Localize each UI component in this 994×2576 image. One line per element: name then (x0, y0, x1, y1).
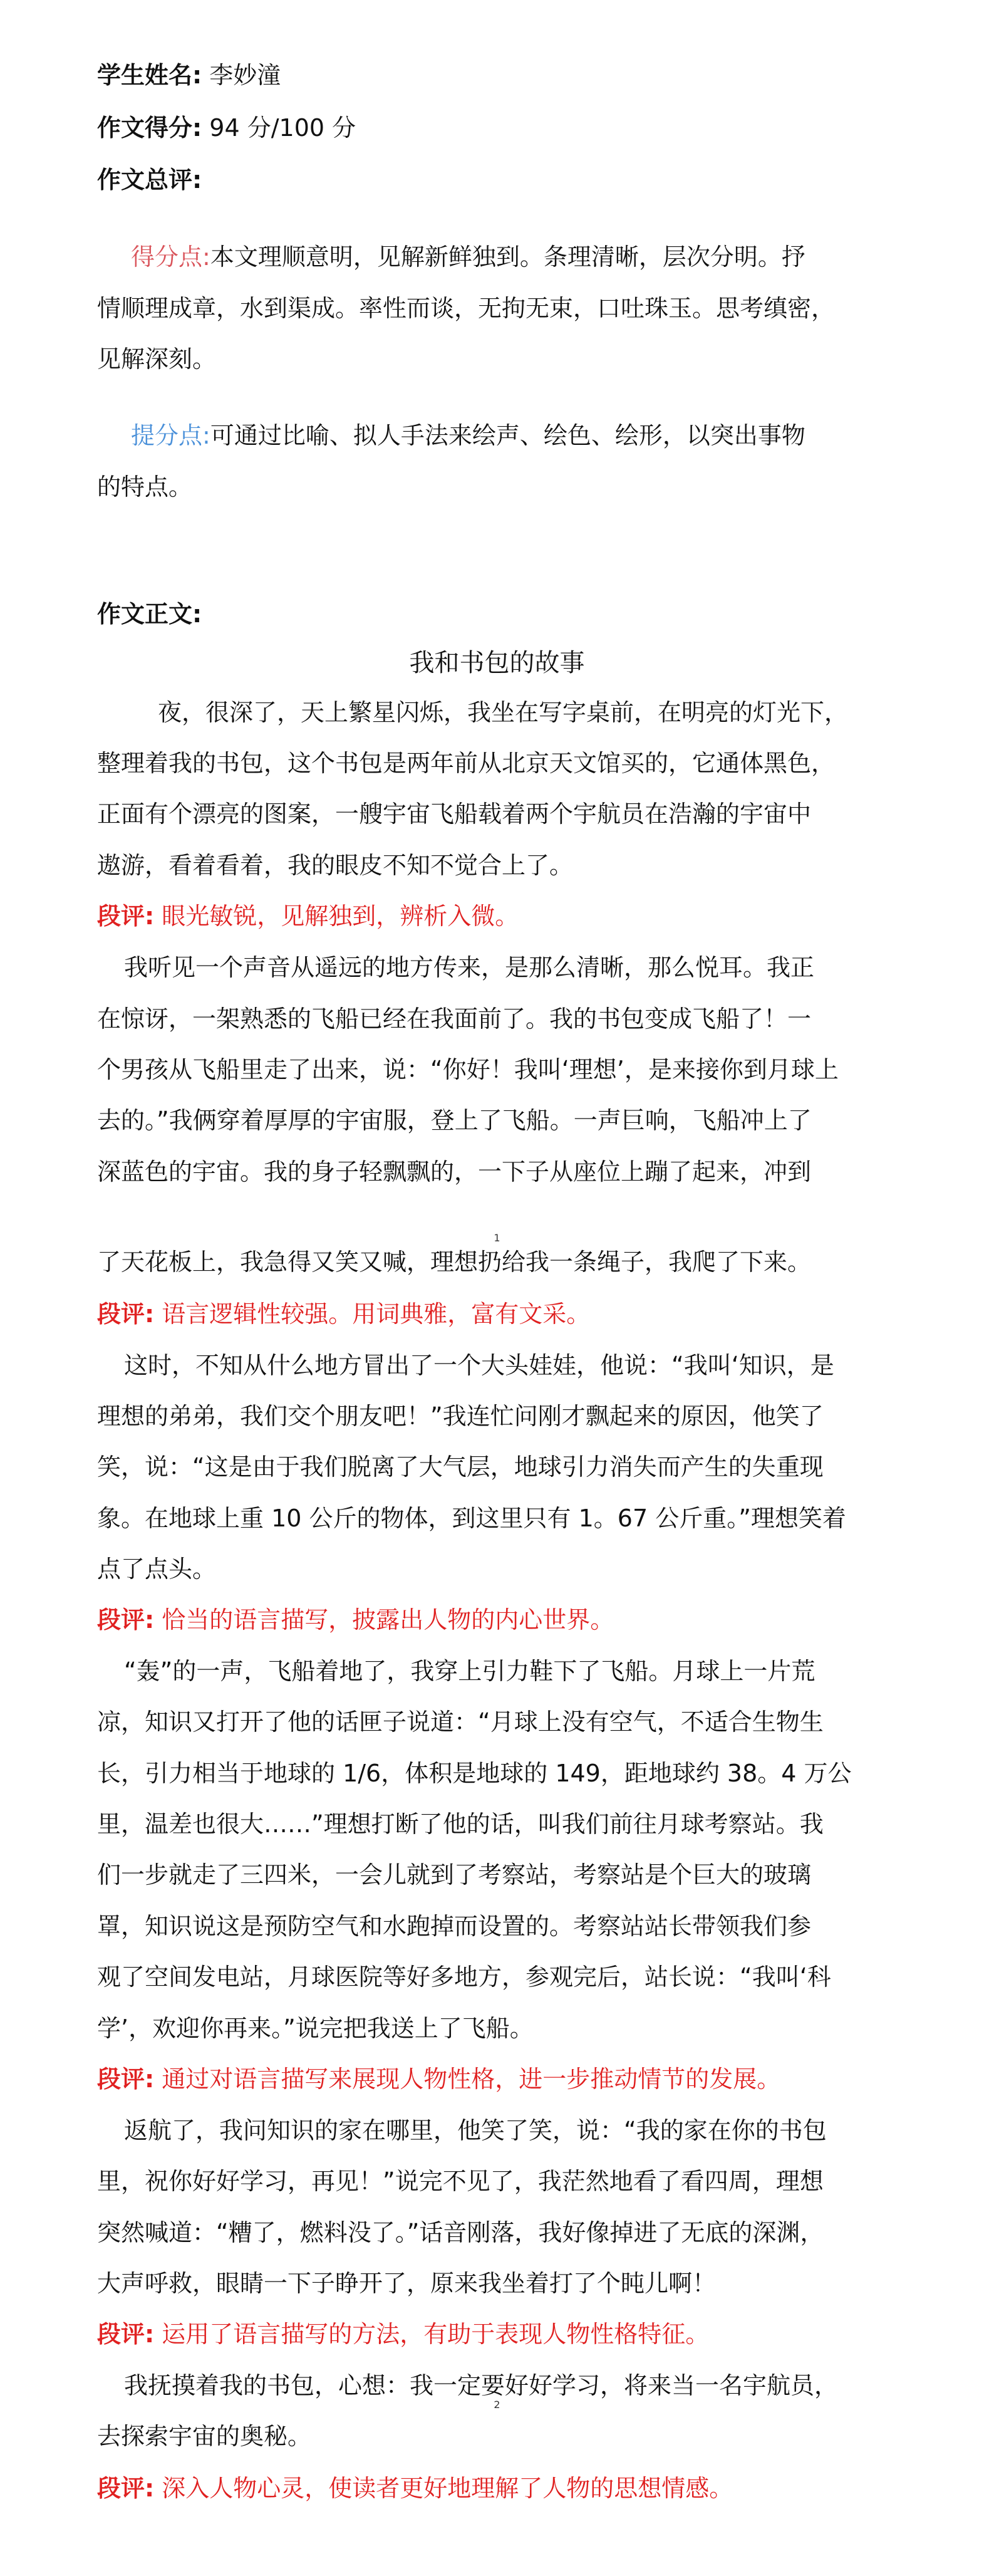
improve-points-line-2: 的特点。 (97, 473, 193, 501)
overall-comment-label: 作文总评: (97, 166, 202, 194)
paragraph-4-line-5: 们一步就走了三四米，一会儿就到了考察站，考察站是个巨大的玻璃 (97, 1861, 812, 1889)
page-number: 2 (494, 2399, 500, 2411)
review-label: 段评: (97, 2320, 155, 2348)
student-name-label: 学生姓名: (97, 61, 202, 89)
paragraph-4-review (97, 2063, 905, 2095)
paragraph-4-line-6: 罩，知识说这是预防空气和水跑掉而设置的。考察站站长带领我们参 (97, 1912, 812, 1940)
essay-section-label: 作文正文: (97, 600, 202, 628)
paragraph-5-line-2: 里，祝你好好学习，再见！”说完不见了，我茫然地看了看四周，理想 (97, 2167, 824, 2195)
paragraph-2-line-6: 了天花板上，我急得又笑又喊，理想扔给我一条绳子，我爬了下来。 (97, 1248, 812, 1276)
review-text: 恰当的语言描写，披露出人物的内心世界。 (162, 1606, 614, 1634)
review-text: 运用了语言描写的方法，有助于表现人物性格特征。 (162, 2320, 710, 2348)
student-name-row (97, 60, 905, 91)
paragraph-5-line-4: 大声呼救，眼睛一下子睁开了，原来我坐着打了个盹儿啊！ (97, 2270, 717, 2297)
essay-score-row (97, 112, 905, 143)
score-points-line-3: 见解深刻。 (97, 345, 217, 373)
review-label: 段评: (97, 1606, 155, 1634)
paragraph-1-review (97, 900, 905, 932)
essay-score-value: 94 分/100 分 (209, 114, 356, 142)
page-number: 1 (494, 1232, 500, 1244)
paragraph-3-line-1: 这时，不知从什么地方冒出了一个大头娃娃，他说：“我叫‘知识，是 (124, 1352, 834, 1379)
paragraph-3-line-2: 理想的弟弟，我们交个朋友吧！”我连忙问刚才飘起来的原因，他笑了 (97, 1402, 824, 1430)
paragraph-1-line-4: 遨游，看着看着，我的眼皮不知不觉合上了。 (97, 852, 574, 879)
paragraph-3-line-4: 象。在地球上重 10 公斤的物体，到这里只有 1。67 公斤重。”理想笑着 (97, 1504, 846, 1532)
improve-points-text: 可通过比喻、拟人手法来绘声、绘色、绘形，以突出事物 (210, 422, 805, 449)
paragraph-2-line-3: 个男孩从飞船里走了出来，说：“你好！我叫‘理想’，是来接你到月球上 (97, 1056, 839, 1083)
paragraph-4-line-4: 里，温差也很大……”理想打断了他的话，叫我们前往月球考察站。我 (97, 1810, 824, 1838)
paragraph-4-line-8: 学’，欢迎你再来。”说完把我送上了飞船。 (97, 2015, 534, 2042)
essay-title: 我和书包的故事 (409, 649, 585, 677)
paragraph-1-line-2: 整理着我的书包，这个书包是两年前从北京天文馆买的，它通体黑色， (97, 749, 836, 777)
review-label: 段评: (97, 2065, 155, 2093)
paragraph-4-line-1: “轰”的一声，飞船着地了，我穿上引力鞋下了飞船。月球上一片荒 (124, 1657, 815, 1685)
paragraph-4-line-3: 长，引力相当于地球的 1/6，体积是地球的 149，距地球约 38。4 万公 (97, 1760, 852, 1787)
paragraph-2-review (97, 1298, 905, 1330)
paragraph-2-line-1: 我听见一个声音从遥远的地方传来，是那么清晰，那么悦耳。我正 (124, 954, 815, 981)
paragraph-6-line-2: 去探索宇宙的奥秘。 (97, 2422, 312, 2450)
paragraph-5-review (97, 2318, 905, 2350)
score-points-text: 本文理顺意明，见解新鲜独到。条理清晰，层次分明。抒 (210, 243, 805, 271)
paragraph-2-line-4: 去的。”我俩穿着厚厚的宇宙服，登上了飞船。一声巨响，飞船冲上了 (97, 1107, 812, 1134)
review-text: 通过对语言描写来展现人物性格，进一步推动情节的发展。 (162, 2065, 781, 2093)
paragraph-1-line-3: 正面有个漂亮的图案，一艘宇宙飞船载着两个宇航员在浩瀚的宇宙中 (97, 800, 812, 828)
paragraph-5-line-3: 突然喊道：“糟了，燃料没了。”话音刚落，我好像掉进了无底的深渊， (97, 2219, 824, 2246)
paragraph-3-line-5: 点了点头。 (97, 1555, 217, 1583)
score-points-line-1 (131, 241, 939, 273)
paragraph-6-review (97, 2473, 905, 2504)
paragraph-4-line-2: 凉，知识又打开了他的话匣子说道：“月球上没有空气，不适合生物生 (97, 1708, 824, 1736)
improve-points-label: 提分点: (131, 422, 210, 449)
review-label: 段评: (97, 1300, 155, 1328)
improve-points-line-1 (131, 420, 939, 451)
student-name-value: 李妙潼 (209, 61, 281, 89)
paragraph-2-line-2: 在惊讶，一架熟悉的飞船已经在我面前了。我的书包变成飞船了！一 (97, 1005, 812, 1033)
score-points-line-2: 情顺理成章，水到渠成。率性而谈，无拘无束，口吐珠玉。思考缜密， (97, 295, 836, 322)
score-points-label: 得分点: (131, 243, 210, 271)
review-text: 眼光敏锐，见解独到，辨析入微。 (162, 902, 519, 930)
paragraph-2-line-5: 深蓝色的宇宙。我的身子轻飘飘的，一下子从座位上蹦了起来，冲到 (97, 1158, 812, 1186)
paragraph-3-review (97, 1604, 905, 1635)
review-label: 段评: (97, 2474, 155, 2502)
paragraph-1-line-1: 夜，很深了，天上繁星闪烁，我坐在写字桌前，在明亮的灯光下， (158, 699, 849, 726)
paragraph-4-line-7: 观了空间发电站，月球医院等好多地方，参观完后，站长说：“我叫‘科 (97, 1963, 831, 1991)
paragraph-6-line-1: 我抚摸着我的书包，心想：我一定要好好学习，将来当一名宇航员， (124, 2372, 839, 2399)
review-label: 段评: (97, 902, 155, 930)
paragraph-5-line-1: 返航了，我问知识的家在哪里，他笑了笑，说：“我的家在你的书包 (124, 2117, 827, 2144)
review-text: 语言逻辑性较强。用词典雅，富有文采。 (162, 1300, 591, 1328)
review-text: 深入人物心灵，使读者更好地理解了人物的思想情感。 (162, 2474, 733, 2502)
paragraph-3-line-3: 笑，说：“这是由于我们脱离了大气层，地球引力消失而产生的失重现 (97, 1453, 824, 1481)
essay-score-label: 作文得分: (97, 114, 202, 142)
